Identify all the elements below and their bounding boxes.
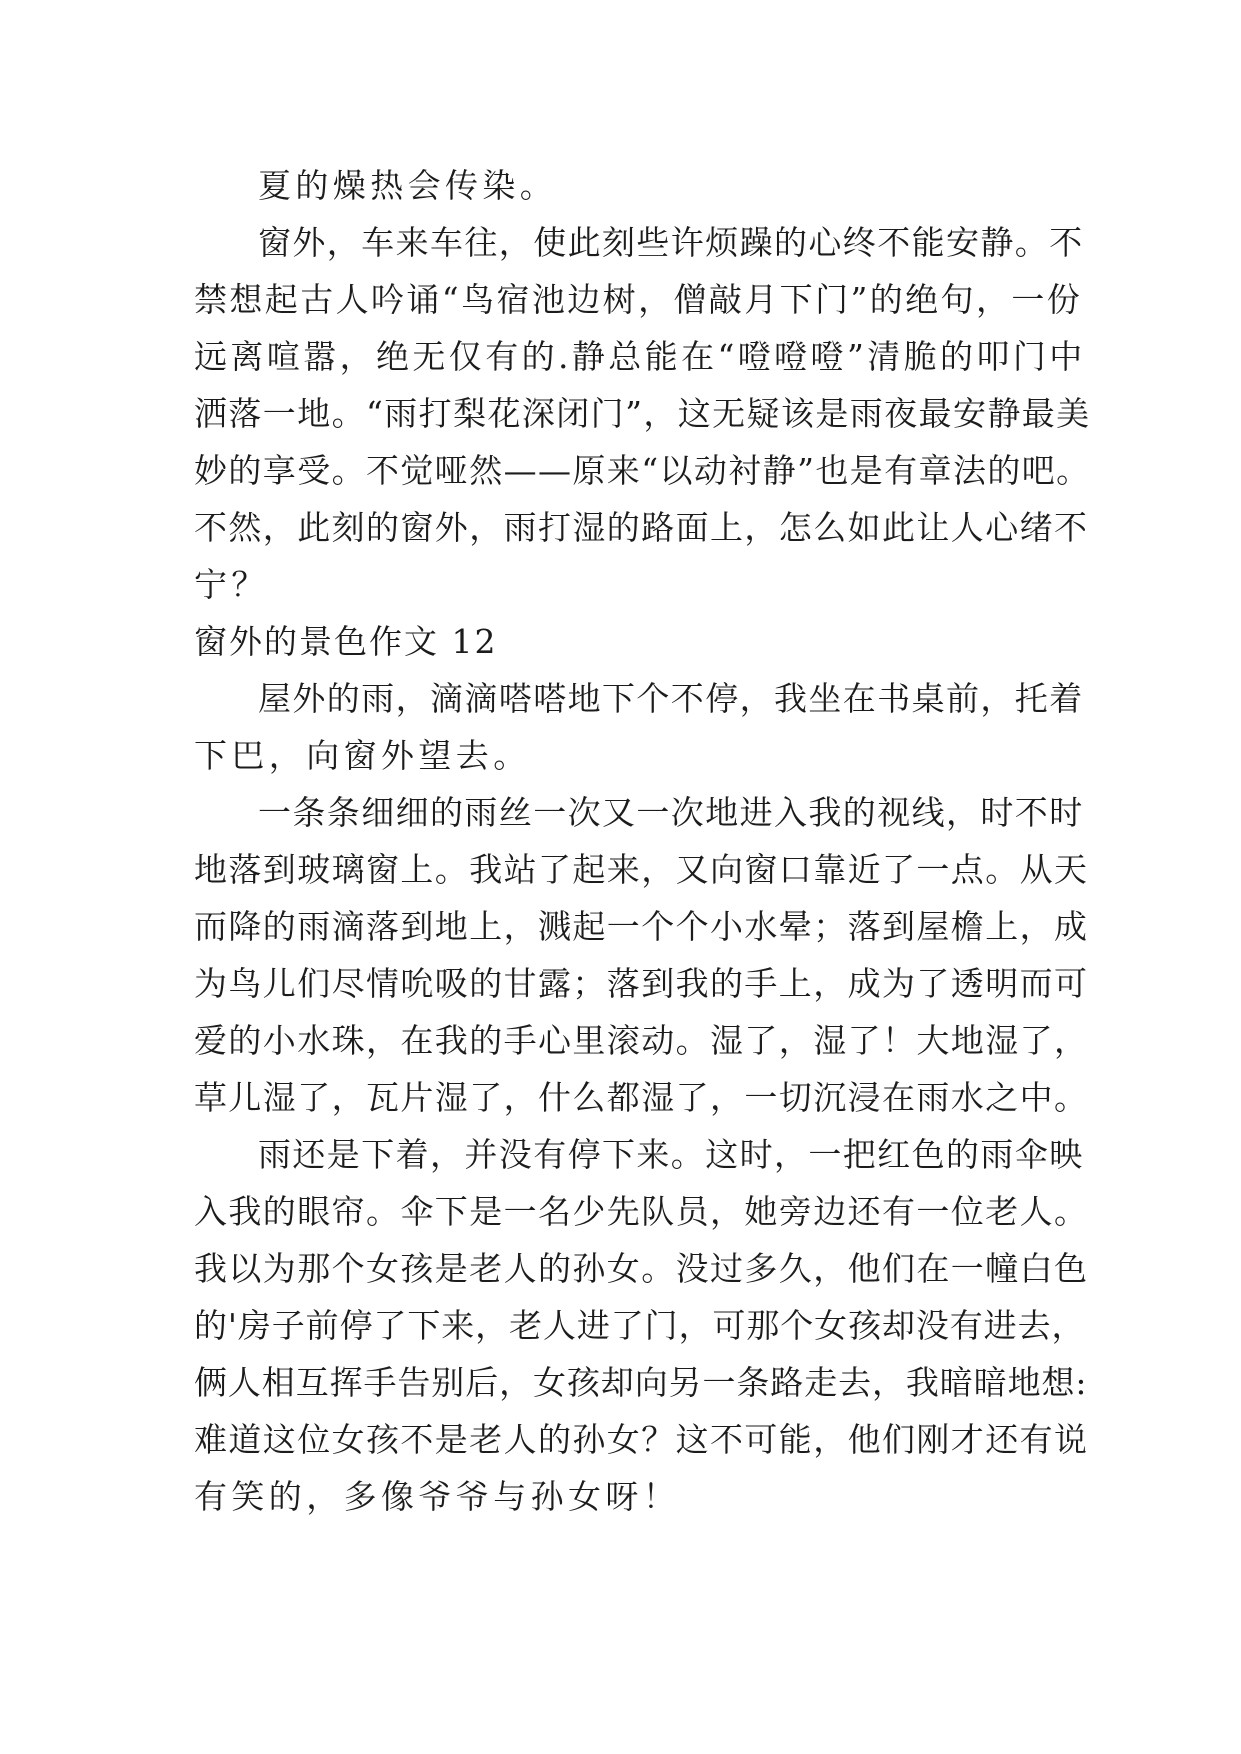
paragraph-line: 的'房子前停了下来，老人进了门，可那个女孩却没有进去， bbox=[194, 1306, 1086, 1345]
paragraph-line: 有笑的，多像爷爷与孙女呀！ bbox=[194, 1477, 681, 1516]
paragraph-line: 而降的雨滴落到地上，溅起一个个小水晕；落到屋檐上，成 bbox=[194, 907, 1089, 946]
paragraph-line: 地落到玻璃窗上。我站了起来，又向窗口靠近了一点。从天 bbox=[194, 850, 1089, 889]
paragraph-line: 我以为那个女孩是老人的孙女。没过多久，他们在一幢白色 bbox=[194, 1249, 1089, 1288]
section-heading: 窗外的景色作文 12 bbox=[194, 622, 498, 661]
paragraph-line: 洒落一地。“雨打梨花深闭门”，这无疑该是雨夜最安静最美 bbox=[194, 394, 1091, 433]
paragraph-line: 爱的小水珠，在我的手心里滚动。湿了，湿了！大地湿了， bbox=[194, 1021, 1089, 1060]
paragraph-line: 宁？ bbox=[194, 565, 269, 604]
paragraph-line: 入我的眼帘。伞下是一名少先队员，她旁边还有一位老人。 bbox=[194, 1192, 1089, 1231]
paragraph-line: 难道这位女孩不是老人的孙女？这不可能，他们刚才还有说 bbox=[194, 1420, 1089, 1459]
paragraph-line: 为鸟儿们尽情吮吸的甘露；落到我的手上，成为了透明而可 bbox=[194, 964, 1089, 1003]
paragraph-line: 远离喧嚣，绝无仅有的.静总能在“噔噔噔”清脆的叩门中 bbox=[194, 337, 1086, 376]
paragraph-line: 俩人相互挥手告别后，女孩却向另一条路走去，我暗暗地想: bbox=[194, 1363, 1088, 1402]
paragraph-line: 夏的燥热会传染。 bbox=[258, 166, 558, 205]
paragraph-line: 草儿湿了，瓦片湿了，什么都湿了，一切沉浸在雨水之中。 bbox=[194, 1078, 1089, 1117]
paragraph-line: 禁想起古人吟诵“鸟宿池边树，僧敲月下门”的绝句，一份 bbox=[194, 280, 1083, 319]
paragraph-line: 一条条细细的雨丝一次又一次地进入我的视线，时不时 bbox=[258, 793, 1084, 832]
paragraph-line: 妙的享受。不觉哑然——原来“以动衬静”也是有章法的吧。 bbox=[194, 451, 1091, 490]
paragraph-line: 下巴，向窗外望去。 bbox=[194, 736, 531, 775]
paragraph-line: 窗外，车来车往，使此刻些许烦躁的心终不能安静。不 bbox=[258, 223, 1084, 262]
paragraph-line: 屋外的雨，滴滴嗒嗒地下个不停，我坐在书桌前，托着 bbox=[258, 679, 1084, 718]
paragraph-line: 雨还是下着，并没有停下来。这时，一把红色的雨伞映 bbox=[258, 1135, 1084, 1174]
paragraph-line: 不然，此刻的窗外，雨打湿的路面上，怎么如此让人心绪不 bbox=[194, 508, 1089, 547]
